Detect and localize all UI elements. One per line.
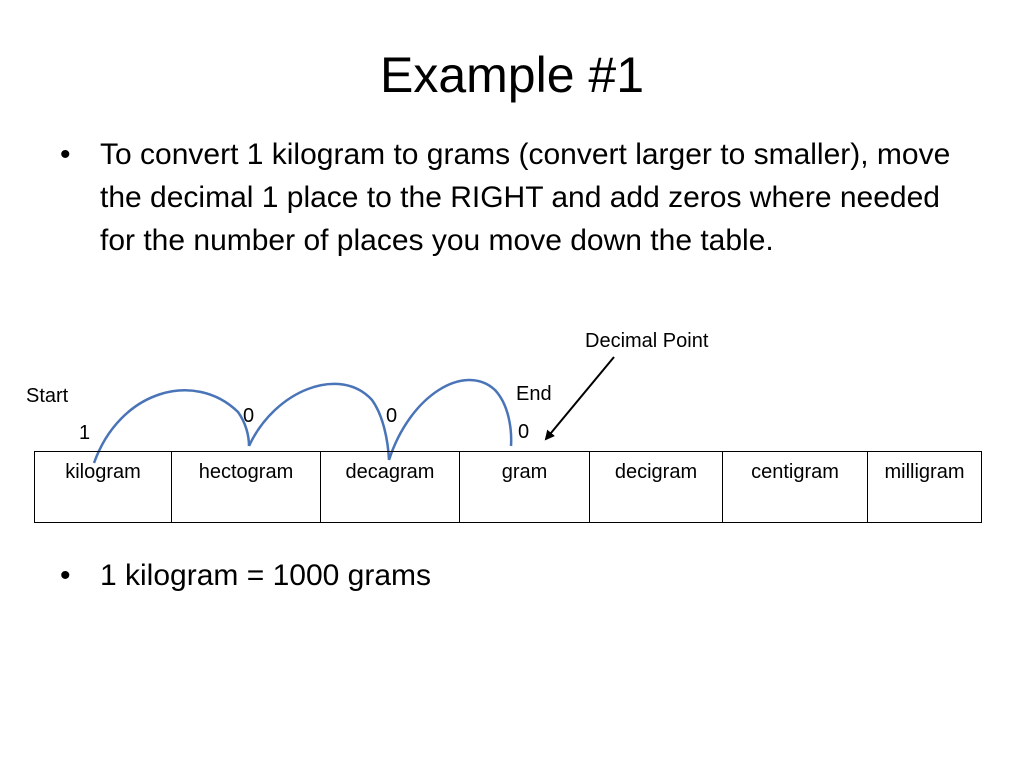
decimal-point-arrow xyxy=(546,357,614,439)
digit-2: 0 xyxy=(243,405,255,427)
digit-3: 0 xyxy=(386,405,398,427)
bullet-text: 1 kilogram = 1000 grams xyxy=(100,559,431,592)
unit-cell-kilogram: kilogram xyxy=(35,452,172,523)
digit-4: 0 xyxy=(518,421,530,443)
slide-title: Example #1 xyxy=(379,47,645,103)
unit-cell-gram: gram xyxy=(460,452,590,523)
decimal-point-label: Decimal Point xyxy=(585,330,709,352)
unit-cell-hectogram: hectogram xyxy=(172,452,321,523)
metric-units-table xyxy=(34,451,982,523)
unit-cell-decagram: decagram xyxy=(321,452,460,523)
table-row xyxy=(35,452,982,523)
bullet-item-2 xyxy=(60,554,960,599)
bullet-text: To convert 1 kilogram to grams (convert larger to smaller), move the decimal 1 place to the RIGHT and add zeros where needed for the number of places you move down the table. xyxy=(100,138,951,257)
jump-arc-2 xyxy=(249,384,389,460)
digit-1: 1 xyxy=(79,422,91,444)
unit-cell-decigram: decigram xyxy=(590,452,723,523)
end-label: End xyxy=(516,383,552,405)
bullet-marker: • xyxy=(60,559,71,592)
jump-arc-3 xyxy=(389,380,511,460)
unit-cell-centigram: centigram xyxy=(723,452,868,523)
unit-cell-milligram: milligram xyxy=(868,452,982,523)
bullet-marker: • xyxy=(60,138,71,171)
start-label: Start xyxy=(26,385,69,407)
